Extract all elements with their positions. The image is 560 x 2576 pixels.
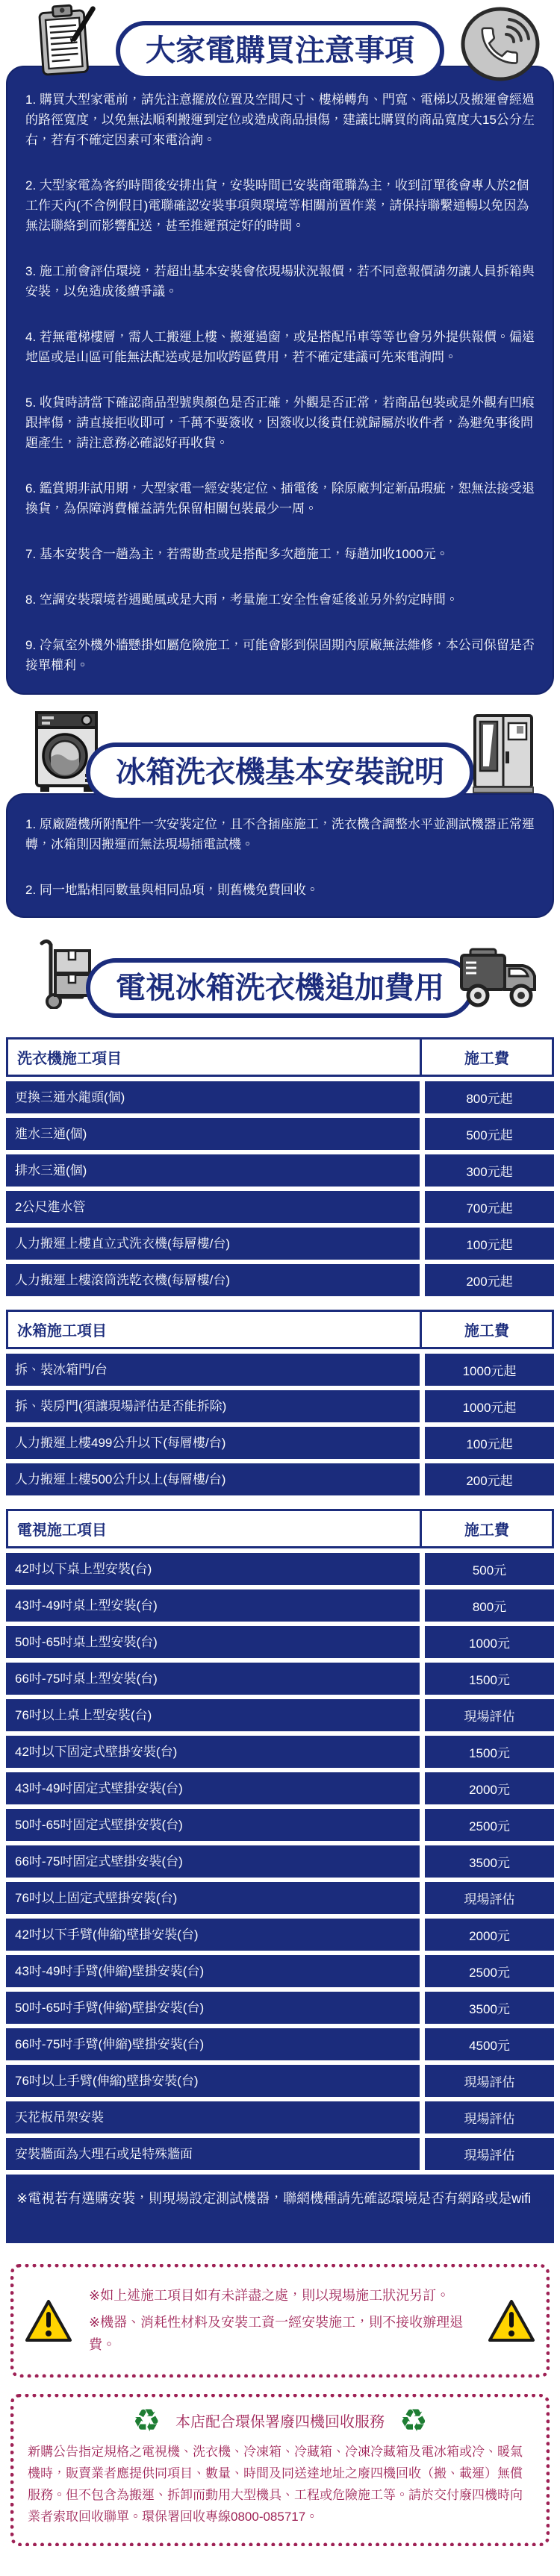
section3-title-pill — [86, 958, 474, 1018]
work-item-cell: 進水三通(個) — [6, 1118, 420, 1150]
purchase-note-item: 1. 購買大型家電前，請先注意擺放位置及空間尺寸、樓梯轉角、門寬、電梯以及搬運會經過的路徑寬度，以免無法順利搬運到定位或造成商品損傷，建議比購買的商品寬度大15公分左右，若有不確定因素可來電洽詢。 — [25, 93, 535, 147]
warning-line: ※如上述施工項目如有未詳盡之處，則以現場施工狀況另訂。 — [89, 2287, 450, 2303]
install-note-item: 2. 同一地點相同數量與相同品項，則舊機免費回收。 — [25, 883, 319, 897]
work-item-cell: 人力搬運上樓500公升以上(每層樓/台) — [6, 1463, 420, 1495]
table-row — [6, 1228, 554, 1260]
work-item-cell: 76吋以上手臂(伸縮)壁掛安裝(台) — [6, 2065, 420, 2097]
purchase-note-item: 9. 冷氣室外機外牆懸掛如屬危險施工，可能會影到保固期內原廠無法維修，本公司保留是否接單權利。 — [25, 638, 535, 672]
work-item-cell: 拆、裝冰箱門/台 — [6, 1354, 420, 1386]
purchase-note-item: 8. 空調安裝環境若遇颱風或是大雨，考量施工安全性會延後並另外約定時間。 — [25, 593, 458, 607]
work-item-cell: 50吋-65吋手臂(伸縮)壁掛安裝(台) — [6, 1992, 420, 2024]
washer-table-body — [6, 1081, 554, 1296]
table-row — [6, 1154, 554, 1187]
fee-cell: 2500元 — [425, 1809, 554, 1841]
table-row — [6, 1081, 554, 1113]
tv-table-header — [6, 1509, 554, 1548]
section3-title: 電視冰箱洗衣機追加費用 — [116, 972, 444, 1004]
warning-triangle-icon — [488, 2299, 535, 2342]
warning-lines — [89, 2280, 471, 2362]
recycle-box — [10, 2394, 550, 2546]
table-row — [6, 1553, 554, 1585]
table-row — [6, 1736, 554, 1768]
recycle-icon: ♻ — [399, 2401, 428, 2439]
fee-cell: 3500元 — [425, 1992, 554, 2024]
fee-cell: 100元起 — [425, 1228, 554, 1260]
clipboard-icon — [28, 3, 100, 78]
install-note-item: 1. 原廠隨機所附配件一次安裝定位，且不含插座施工，洗衣機含調整水平並測試機器正常運轉，冰箱則因搬運而無法現場插電試機。 — [25, 817, 535, 851]
purchase-note-item: 2. 大型家電為客約時間後安排出貨，安裝時間已安裝商電聯為主，收到訂單後會專人於2個工作天內(不含例假日)電聯確認安裝事項與環境等相關前置作業，請保持聯繫通暢以免因為無法聯絡到而影響配送，甚至推遲預定好的時間。 — [25, 178, 529, 233]
work-item-cell: 更換三通水龍頭(個) — [6, 1081, 420, 1113]
table-row — [6, 1589, 554, 1622]
fee-cell: 4500元 — [425, 2028, 554, 2060]
work-item-cell: 天花板吊架安裝 — [6, 2101, 420, 2133]
table-row — [6, 1663, 554, 1695]
tv-install-note: ※電視若有選購安裝，則現場設定測試機器，聯網機種請先確認環境是否有網路或是wifi — [6, 2175, 554, 2243]
phone-icon — [460, 6, 541, 82]
fee-cell: 300元起 — [425, 1154, 554, 1187]
fee-cell: 1000元起 — [425, 1390, 554, 1422]
washer-fee-table — [6, 1037, 554, 1296]
work-item-cell: 人力搬運上樓直立式洗衣機(每層樓/台) — [6, 1228, 420, 1260]
table-row — [6, 1264, 554, 1296]
work-item-cell: 76吋以上桌上型安裝(台) — [6, 1699, 420, 1731]
fee-cell: 100元起 — [425, 1427, 554, 1459]
work-item-cell: 42吋以下固定式壁掛安裝(台) — [6, 1736, 420, 1768]
fee-cell: 現場評估 — [425, 2138, 554, 2170]
fridge-fee-table — [6, 1310, 554, 1495]
washer-table-title: 洗衣機施工項目 — [17, 1051, 122, 1067]
table-row — [6, 1809, 554, 1841]
fee-cell: 1500元 — [425, 1663, 554, 1695]
table-row — [6, 2028, 554, 2060]
work-item-cell: 人力搬運上樓499公升以下(每層樓/台) — [6, 1427, 420, 1459]
section3-header — [0, 918, 560, 1028]
fridge-fee-column-header: 施工費 — [420, 1312, 552, 1347]
table-row — [6, 1699, 554, 1731]
fee-cell: 800元 — [425, 1589, 554, 1622]
table-row — [6, 1626, 554, 1658]
refrigerator-icon — [469, 713, 538, 795]
work-item-cell: 43吋-49吋桌上型安裝(台) — [6, 1589, 420, 1622]
fee-cell: 2000元 — [425, 1772, 554, 1804]
table-row — [6, 1354, 554, 1386]
section2-title: 冰箱洗衣機基本安裝說明 — [116, 756, 444, 789]
work-item-cell: 50吋-65吋桌上型安裝(台) — [6, 1626, 420, 1658]
recycle-title: 本店配合環保署廢四機回收服務 — [175, 2414, 385, 2431]
work-item-cell: 拆、裝房門(須讓現場評估是否能拆除) — [6, 1390, 420, 1422]
fee-cell: 1000元 — [425, 1626, 554, 1658]
delivery-truck-icon — [458, 946, 541, 1009]
tv-table-body — [6, 1553, 554, 2170]
work-item-cell: 66吋-75吋桌上型安裝(台) — [6, 1663, 420, 1695]
table-row — [6, 1882, 554, 1914]
section2-title-pill — [86, 743, 474, 802]
work-item-cell: 43吋-49吋固定式壁掛安裝(台) — [6, 1772, 420, 1804]
table-row — [6, 2101, 554, 2133]
fee-cell: 200元起 — [425, 1463, 554, 1495]
tv-fee-table — [6, 1509, 554, 2243]
fee-cell: 500元起 — [425, 1118, 554, 1150]
fee-cell: 1000元起 — [425, 1354, 554, 1386]
warning-line: ※機器、消耗性材料及安裝工資一經安裝施工，則不接收辦理退費。 — [89, 2315, 464, 2353]
section1-title-pill — [116, 21, 444, 81]
table-row — [6, 1118, 554, 1150]
table-row — [6, 2065, 554, 2097]
table-row — [6, 1955, 554, 1987]
table-row — [6, 1427, 554, 1459]
work-item-cell: 42吋以下桌上型安裝(台) — [6, 1553, 420, 1585]
work-item-cell: 43吋-49吋手臂(伸縮)壁掛安裝(台) — [6, 1955, 420, 1987]
fridge-table-header — [6, 1310, 554, 1349]
fridge-table-title: 冰箱施工項目 — [17, 1323, 107, 1339]
fee-cell: 2000元 — [425, 1919, 554, 1951]
fee-cell: 現場評估 — [425, 1882, 554, 1914]
purchase-note-item: 7. 基本安裝含一趟為主，若需勘查或是搭配多次趟施工，每趟加收1000元。 — [25, 547, 449, 561]
fee-cell: 800元起 — [425, 1081, 554, 1113]
washer-fee-column-header: 施工費 — [420, 1040, 552, 1075]
purchase-note-item: 5. 收貨時請當下確認商品型號與顏色是否正確，外觀是否正常，若商品包裝或是外觀有凹痕跟摔傷，請直接拒收即可，千萬不要簽收，因簽收以後責任就歸屬於收件者，為避免事後問題產生，請注意務必確認好再收貨。 — [25, 396, 535, 450]
table-row — [6, 1919, 554, 1951]
fridge-table-body — [6, 1354, 554, 1495]
table-row — [6, 1463, 554, 1495]
tv-fee-column-header: 施工費 — [420, 1511, 552, 1546]
work-item-cell: 66吋-75吋手臂(伸縮)壁掛安裝(台) — [6, 2028, 420, 2060]
table-row — [6, 1191, 554, 1223]
work-item-cell: 76吋以上固定式壁掛安裝(台) — [6, 1882, 420, 1914]
work-item-cell: 42吋以下手臂(伸縮)壁掛安裝(台) — [6, 1919, 420, 1951]
basic-install-box — [6, 793, 554, 918]
work-item-cell: 排水三通(個) — [6, 1154, 420, 1187]
work-item-cell: 人力搬運上樓滾筒洗乾衣機(每層樓/台) — [6, 1264, 420, 1296]
fee-cell: 1500元 — [425, 1736, 554, 1768]
recycle-icon: ♻ — [132, 2401, 161, 2439]
fee-cell: 現場評估 — [425, 2065, 554, 2097]
warning-box — [10, 2264, 550, 2378]
fee-cell: 200元起 — [425, 1264, 554, 1296]
work-item-cell: 66吋-75吋固定式壁掛安裝(台) — [6, 1845, 420, 1878]
fee-cell: 2500元 — [425, 1955, 554, 1987]
section2-header — [0, 695, 560, 807]
section1-header — [0, 0, 560, 78]
recycle-title-row — [28, 2401, 532, 2439]
table-row — [6, 2138, 554, 2170]
tv-table-title: 電視施工項目 — [17, 1522, 107, 1539]
fee-cell: 500元 — [425, 1553, 554, 1585]
fee-cell: 700元起 — [425, 1191, 554, 1223]
purchase-note-item: 3. 施工前會評估環境，若超出基本安裝會依現場狀況報價，若不同意報價請勿讓人員拆箱與安裝，以免造成後續爭議。 — [25, 264, 535, 298]
table-row — [6, 1845, 554, 1878]
fee-cell: 現場評估 — [425, 1699, 554, 1731]
fee-cell: 現場評估 — [425, 2101, 554, 2133]
purchase-note-item: 4. 若無電梯樓層，需人工搬運上樓、搬運過窗，或是搭配吊車等等也會另外提供報價。偏遠地區或是山區可能無法配送或是加收跨區費用，若不確定建議可先來電詢問。 — [25, 330, 535, 364]
warning-triangle-icon — [25, 2299, 72, 2342]
table-row — [6, 1772, 554, 1804]
work-item-cell: 2公尺進水管 — [6, 1191, 420, 1223]
section1-title: 大家電購買注意事項 — [146, 34, 414, 67]
table-row — [6, 1390, 554, 1422]
work-item-cell: 50吋-65吋固定式壁掛安裝(台) — [6, 1809, 420, 1841]
purchase-notes-box — [6, 66, 554, 695]
purchase-note-item: 6. 鑑賞期非試用期，大型家電一經安裝定位、插電後，除原廠判定新品瑕疵，恕無法接受退換貨，為保障消費權益請先保留相關包裝最少一周。 — [25, 481, 535, 516]
table-row — [6, 1992, 554, 2024]
fee-cell: 3500元 — [425, 1845, 554, 1878]
recycle-body-text: 新購公告指定規格之電視機、洗衣機、冷凍箱、冷藏箱、冷凍冷藏箱及電冰箱或冷、暖氣機時，販賣業者應提供同項目、數量、時間及同送達地址之廢四機回收（搬、載運）無償服務。但不包含為搬運、拆卸而動用大型機具、工程或危險施工等。請於交付廢四機時向業者索取回收聯單。環保署回收專線0800-085717。 — [28, 2444, 523, 2524]
work-item-cell: 安裝牆面為大理石或是特殊牆面 — [6, 2138, 420, 2170]
washer-table-header — [6, 1037, 554, 1077]
